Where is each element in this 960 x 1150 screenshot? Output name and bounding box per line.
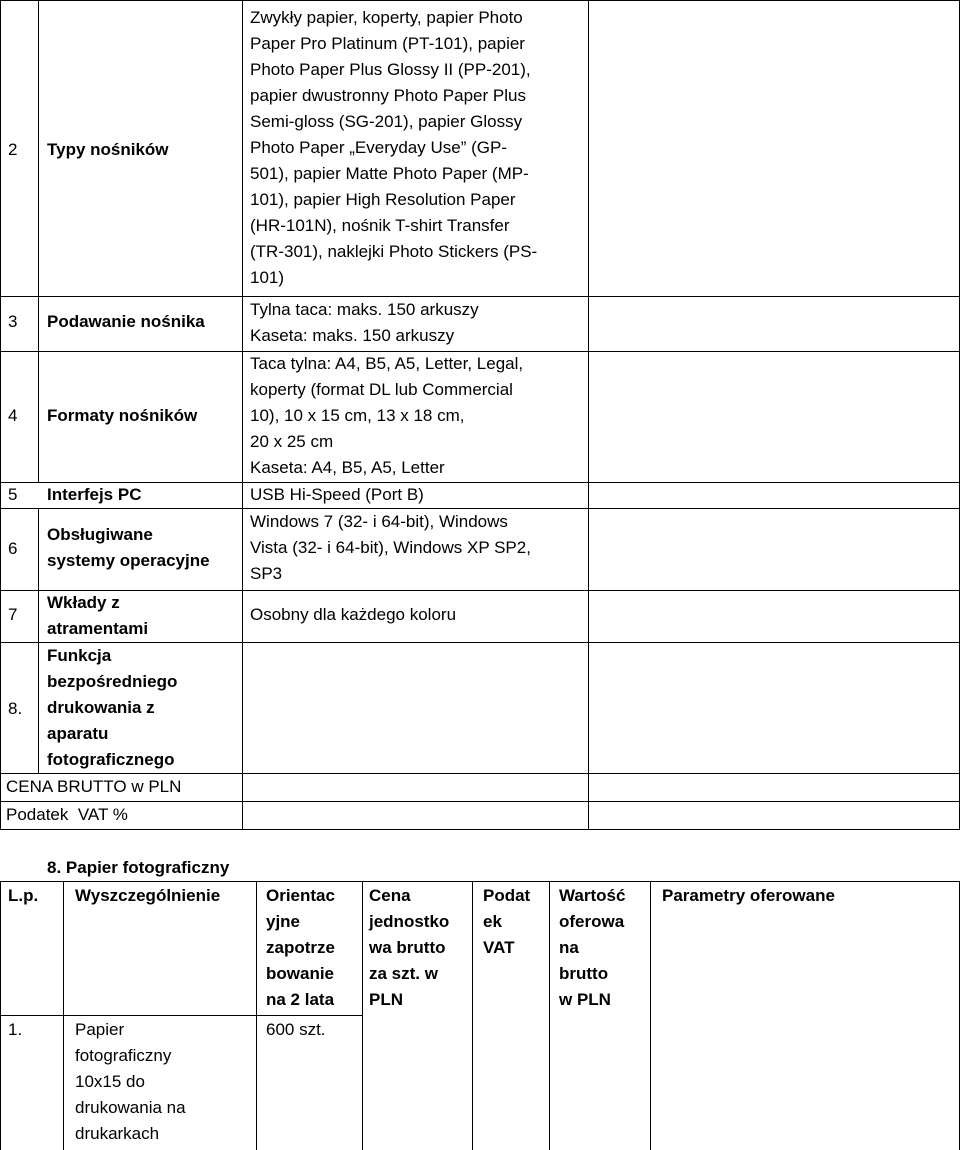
row-number: 4 bbox=[8, 406, 18, 425]
row-quantity: 600 szt. bbox=[266, 1020, 326, 1039]
row-label: Wkłady z atramentami bbox=[47, 593, 149, 638]
row-number: 5 bbox=[8, 485, 18, 504]
row-value: Windows 7 (32- i 64-bit), Windows Vista (32- i 64-bit), Windows XP SP2, SP3 bbox=[250, 512, 531, 583]
row-label: Funkcja bezpośredniego drukowania z aparatu fotograficznego bbox=[47, 646, 178, 769]
row-value: Zwykły papier, koperty, papier Photo Paper Pro Platinum (PT-101), papier Photo Paper Plus Glossy II (PP-201), papier dwustronny Photo Paper Plus Semi-gloss (SG-201), papier Glossy Photo Paper „Everyday Use” (GP- 501), papier Matte Photo Paper (MP- 101), papier High Resolution Paper (HR-101N), nośnik T-shirt Transfer (TR-301), naklejki Photo Stickers (PS- 101) bbox=[250, 8, 538, 287]
row-label: Podawanie nośnika bbox=[47, 312, 205, 331]
header-lp: L.p. bbox=[8, 886, 39, 905]
header-gross-value: Wartość oferowa na brutto w PLN bbox=[559, 886, 626, 1009]
header-offered-params: Parametry oferowane bbox=[662, 886, 835, 905]
row-label: Interfejs PC bbox=[47, 485, 142, 504]
row-value: Osobny dla każdego koloru bbox=[250, 605, 457, 624]
row-number: 7 bbox=[8, 605, 18, 624]
row-number: 6 bbox=[8, 539, 18, 558]
header-unit-price: Cena jednostko wa brutto za szt. w PLN bbox=[369, 886, 450, 1009]
row-description: Papier fotograficzny 10x15 do drukowania na drukarkach bbox=[75, 1020, 186, 1143]
gross-price-label: CENA BRUTTO w PLN bbox=[6, 777, 182, 796]
section-title: 8. Papier fotograficzny bbox=[47, 858, 230, 877]
row-number: 2 bbox=[8, 140, 18, 159]
row-label: Formaty nośników bbox=[47, 406, 198, 425]
vat-label: Podatek VAT % bbox=[6, 805, 128, 824]
row-label: Obsługiwane systemy operacyjne bbox=[47, 525, 210, 570]
row-value: Tylna taca: maks. 150 arkuszy Kaseta: maks. 150 arkuszy bbox=[250, 300, 479, 345]
header-vat: Podat ek VAT bbox=[483, 886, 531, 957]
row-value: Taca tylna: A4, B5, A5, Letter, Legal, koperty (format DL lub Commercial 10), 10 x 15 cm, 13 x 18 cm, 20 x 25 cm Kaseta: A4, B5, A5, Letter bbox=[250, 354, 524, 477]
row-lp: 1. bbox=[8, 1020, 23, 1039]
row-value: USB Hi-Speed (Port B) bbox=[250, 485, 424, 504]
row-label: Typy nośników bbox=[47, 140, 169, 159]
row-number: 8. bbox=[8, 699, 23, 718]
header-quantity: Orientac yjne zapotrze bowanie na 2 lata bbox=[266, 886, 335, 1009]
header-description: Wyszczególnienie bbox=[75, 886, 221, 905]
row-number: 3 bbox=[8, 312, 18, 331]
